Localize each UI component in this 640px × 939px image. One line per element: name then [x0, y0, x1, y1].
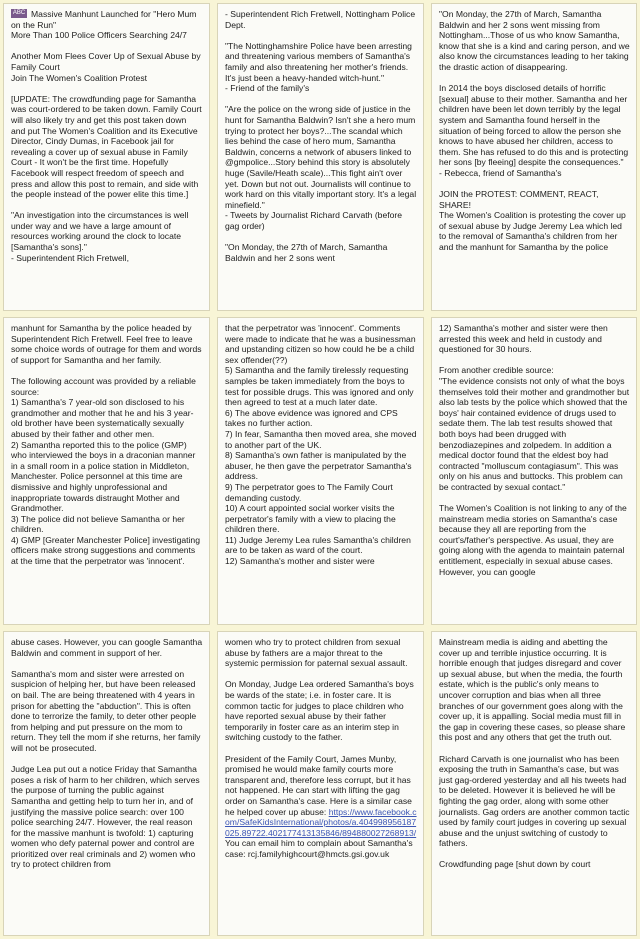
quote: "Are the police on the wrong side of justice in the hunt for Samantha Baldwin? Isn't she a hero mum trying to protect her boys?...The scandal which lies behind the case of hero mum, Samantha Baldwin, concerns a network of abusers linked to @gmpolice...Story behind this story is absolutely huge (Savile/Heath scale)...This fight ain't over yet. Down but not out. Journalists will continue to work hard on this vitally important story. It's a legal minefield.": [225, 104, 417, 210]
panel-4: [3, 317, 210, 625]
paragraph: The following account was provided by a reliable source:: [11, 375, 196, 397]
panel-3: [431, 3, 637, 311]
paragraph: Crowdfunding page [shut down by court: [439, 859, 591, 870]
quote: "The Nottinghamshire Police have been arresting and threatening various members of Samantha's family and also threatening her mother's friends. It's just been a heavy-handed witch-hunt.": [225, 40, 412, 83]
paragraph: Another Mom Flees Cover Up of Sexual Abuse by Family Court: [11, 51, 201, 72]
paragraph: women who try to protect children from sexual abuse by fathers are a major threat to the systemic permission for paternal sexual assault.: [225, 637, 408, 669]
panel-9: [431, 631, 637, 936]
protest-call: JOIN the PROTEST: COMMENT, REACT, SHARE!: [439, 189, 599, 210]
quote: "The evidence consists not only of what the boys themselves told their mother and grandmother but also lab tests by the police which showed that the boys' hair contained evidence of drugs used to sedate them. The lab test results showed that both boys had been drugged with benzodiazepines and zolpedem. In addition a medical doctor found that the eldest boy had contracted "molluscum contagiasum". This was only on his anus and buttocks. This problem can be contracted by sexual contact.": [439, 375, 630, 492]
paragraph: The Women's Coalition is not linking to any of the mainstream media stories on Samantha's case because they all are reporting from the court's/father's perspective. As usual, they are going along with the agenda to maintain paternal entitlement, especially in sexual abuse cases. However, you can google: [439, 503, 627, 577]
list-item: 3) The police did not believe Samantha or her children.: [11, 513, 185, 535]
list-item: 2) Samantha reported this to the police (GMP) who interviewed the boys in a draconian manner in a small room in a police station in Middleton, Manchester. Police personnel at this time are dismissive and highly unprofessional and inappropriate towards distraught Mother and Grandmother.: [11, 439, 196, 514]
list-item: 10) A court appointed social worker visits the perpetrator's family with a view to placing the children there.: [225, 503, 396, 535]
list-item: 1) Samantha's 7 year-old son disclosed to his grandmother and mother that he and his 3 year-old brother have been systematically sexually abused by their father and other men.: [11, 397, 194, 439]
panel-2: [217, 3, 424, 311]
list-item: 11) Judge Jeremy Lea rules Samantha's children are to be taken as ward of the court.: [225, 534, 411, 556]
list-item: 9) The perpetrator goes to The Family Court demanding custody.: [225, 481, 393, 503]
paragraph: Join The Women's Coalition Protest: [11, 72, 148, 83]
paragraph: From another credible source:: [439, 365, 554, 376]
list-item: 7) In fear, Samantha then moved area, she moved to another part of the UK.: [225, 428, 417, 450]
coalition-logo-icon: ABC: [12, 10, 26, 16]
panel-1: [3, 3, 210, 311]
paragraph: On Monday, Judge Lea ordered Samantha's boys be wards of the state; i.e. in foster care. It is common tactic for judges to place children who have reported sexual abuse by their father temporarily in foster care as an interim step in switching custody to the father.: [225, 679, 414, 743]
paragraph: [UPDATE: The crowdfunding page for Samantha was court-ordered to be taken down. Family Court will also likely try and get this post taken down and put The Women's Coalition and its Executive Director, Cindy Dumas, in Facebook jail for revealing a cover up of sexual abuse in Family Court - It won't be the first time. Hopefully Facebook will respect freedom of speech and press and allow this post to remain, and side with the people instead of the power elite this time.]: [11, 93, 202, 200]
facebook-link[interactable]: https://www.facebook.com/SafeKidsInternational/photos/a.404998956187025.89722.402177413135846/894880027268913/: [225, 806, 417, 838]
attribution: - Superintendent Rich Fretwell, Nottingham Police Dept.: [225, 9, 416, 30]
email-text: You can email him to complain about Samantha's case: rcj.familyhighcourt@hmcts.gsi.gov.uk: [225, 838, 413, 859]
attribution: - Superintendent Rich Fretwell,: [11, 252, 129, 263]
panel-6: [431, 317, 637, 625]
paragraph: that the perpetrator was 'innocent'. Comments were made to indicate that he was a businessman and upstanding citizen so how could he be a child sex offender(??): [225, 323, 416, 365]
quote: "An investigation into the circumstances is well under way and we have a large amount of resources working around the clock to locate [Samantha's sons].": [11, 210, 189, 253]
panel-8: [217, 631, 424, 936]
panel-7: [3, 631, 210, 936]
quote: "On Monday, the 27th of March, Samantha Baldwin and her 2 sons went missing from Nottingham...Those of us who know Samantha, know that she is a kind and caring person, and we also know the circumstances leading to her taking the drastic action of disappearing.: [439, 9, 630, 72]
paragraph: Richard Carvath is one journalist who has been exposing the truth in Samantha's case, but was just gag-ordered yesterday and all his tweets had to be deleted. However it is believed he will be fighting the gag order, along with some other journalists. Gag orders are another common tactic used by family court judges in covering up sexual abuse and the unjust switching of custody to fathers.: [439, 753, 630, 849]
list-item: 12) Samantha's mother and sister were: [225, 556, 375, 567]
attribution: - Tweets by Journalist Richard Carvath (before gag order): [225, 210, 403, 231]
paragraph: President of the Family Court, James Munby, promised he would make family courts more transparent and, therefore less corrupt, but it has not happened. He can start with lifting the gag order on Samantha's case. Here is a similar case he helped cover up abuse:: [225, 753, 412, 817]
list-item: 8) Samantha's own father is manipulated by the abuser, he then gave the perpetrator Samantha's address.: [225, 450, 412, 482]
list-item: 6) The above evidence was ignored and CPS takes no further action.: [225, 407, 398, 429]
paragraph: manhunt for Samantha by the police headed by Superintendent Rich Fretwell. Feel free to leave some choice words of outrage for them and words of support for Samantha and her family.: [11, 323, 202, 365]
quote: "On Monday, the 27th of March, Samantha Baldwin and her 2 sons went: [225, 242, 388, 263]
paragraph: Mainstream media is aiding and abetting the cover up and terrible injustice occurring. It is horrible enough that judges disregard and cover up sexual abuse, but when the media, the fourth estate, which is the public's only means to uncover corruption and bias when all three branches of our government goes along with the cover up, it is appalling. Social media must fill in the gap in covering these cases, so please share this post and any others that get the truth out.: [439, 637, 626, 743]
list-item: 4) GMP [Greater Manchester Police] investigating officers make strong suggestions and comments at the time that the perpetrator was 'innocent'.: [11, 534, 200, 567]
paragraph: The Women's Coalition is protesting the cover up of sexual abuse by Judge Jeremy Lea which led to the removal of Samantha's children from her and the manhunt for Samantha by the police: [439, 210, 626, 253]
attribution: - Friend of the family's: [225, 83, 310, 94]
quote: In 2014 the boys disclosed details of horrific [sexual] abuse to their mother. Samantha and her children have been let down terribly by the legal system and Samantha found herself in the situation of being forced to allow the person she knows to have abused her children, access to them. She has refused to do this and is protecting her sons [by fleeing] despite the consequences.": [439, 83, 629, 168]
subheadline: More Than 100 Police Officers Searching 24/7: [11, 30, 187, 41]
paragraph: Judge Lea put out a notice Friday that Samantha poses a risk of harm to her children, which serves the purpose of turning the public against Samantha and getting help to turn her in, and of justifying the massive police search: over 100 police searching 24/7. However, the real reason for the massive manhunt is twofold: 1) capturing women who defy paternal power and control are prioritized over real criminals and 2) women who try to protect children from: [11, 764, 200, 870]
paragraph: Samantha's mom and sister were arrested on suspicion of helping her, but have been released on bail. The are being threatened with 4 years in prison for abetting the "abduction". This is often done to terrorize the family, to deter other people from helping and put pressure on the mom to return. They tell the mom if she returns, her family will not be prosecuted.: [11, 668, 201, 753]
paragraph: abuse cases. However, you can google Samantha Baldwin and comment in support of her.: [11, 637, 203, 658]
list-item: 5) Samantha and the family tirelessly requesting samples be taken immediately from the boys to test for possible drugs. This was ignored and only then agreed to test at a much later date.: [225, 365, 414, 408]
headline: Massive Manhunt Launched for "Hero Mum on the Run": [11, 9, 197, 30]
list-item: 12) Samantha's mother and sister were then arrested this week and held in custody and questioned for 30 hours.: [439, 323, 608, 355]
attribution: - Rebecca, friend of Samantha's: [439, 167, 562, 178]
panel-5: [217, 317, 424, 625]
